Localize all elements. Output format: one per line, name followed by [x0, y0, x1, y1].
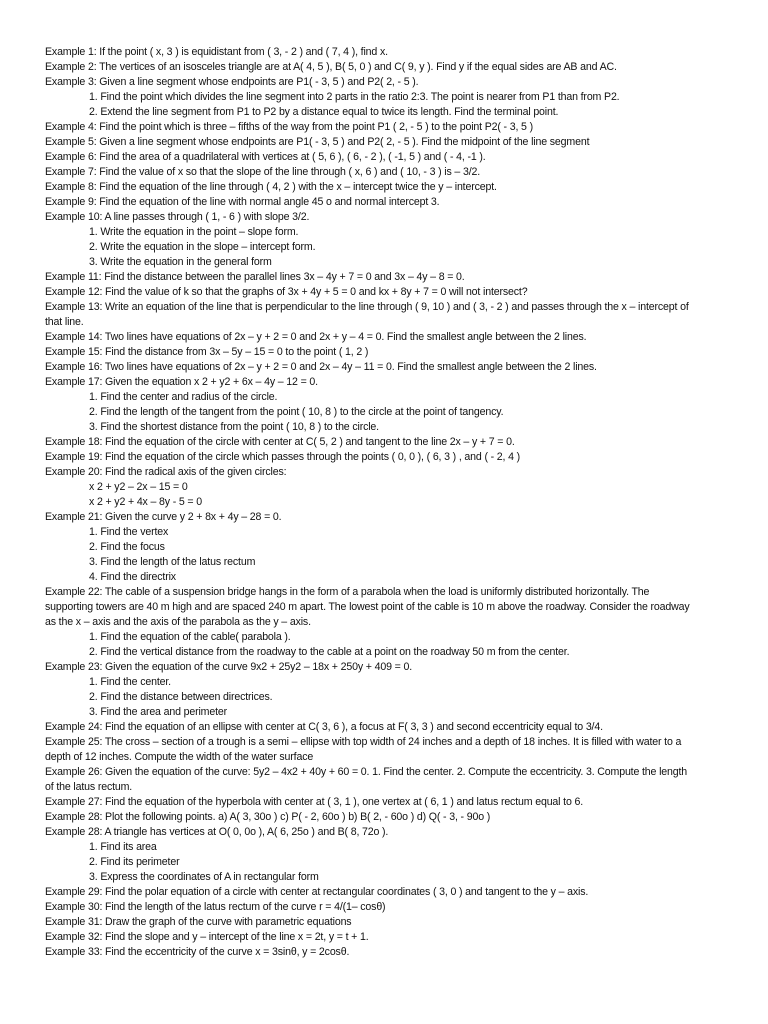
example-line: Example 2: The vertices of an isosceles triangle are at A( 4, 5 ), B( 5, 0 ) and C( 9, y ). Find y if the equal sides are AB and AC.: [45, 61, 617, 73]
example-line: Example 7: Find the value of x so that the slope of the line through ( x, 6 ) and ( 10, - 3 ) is – 3/2.: [45, 166, 481, 178]
example-line: Example 21: Given the curve y 2 + 8x + 4y – 28 = 0.: [45, 511, 282, 523]
sub-question: 3. Write the equation in the general form: [89, 256, 272, 268]
example-line: Example 18: Find the equation of the circle with center at C( 5, 2 ) and tangent to the line 2x – y + 7 = 0.: [45, 436, 515, 448]
sub-question: 3. Find the length of the latus rectum: [89, 556, 256, 568]
sub-question: 3. Express the coordinates of A in rectangular form: [89, 871, 319, 883]
example-paragraph: Example 25: The cross – section of a trough is a semi – ellipse with top width of 24 inches and a depth of 18 inches. It is filled with water to a depth of 12 inches. Compute the width of the water surface: [45, 736, 682, 763]
example-line: Example 6: Find the area of a quadrilateral with vertices at ( 5, 6 ), ( 6, - 2 ), ( -1, 5 ) and ( - 4, -1 ).: [45, 151, 486, 163]
example-line: Example 29: Find the polar equation of a circle with center at rectangular coordinates ( 3, 0 ) and tangent to the y – axis.: [45, 886, 589, 898]
sub-question: 2. Find the vertical distance from the roadway to the cable at a point on the roadway 50 m from the center.: [89, 646, 570, 658]
example-line: Example 27: Find the equation of the hyperbola with center at ( 3, 1 ), one vertex at ( 6, 1 ) and latus rectum equal to 6.: [45, 796, 584, 808]
example-line: Example 15: Find the distance from 3x – 5y – 15 = 0 to the point ( 1, 2 ): [45, 346, 369, 358]
sub-question: 2. Find its perimeter: [89, 856, 180, 868]
example-line: Example 30: Find the length of the latus rectum of the curve r = 4/(1– cosθ): [45, 901, 386, 913]
sub-question: 1. Find its area: [89, 841, 157, 853]
example-line: Example 20: Find the radical axis of the given circles:: [45, 466, 287, 478]
sub-question: 2. Extend the line segment from P1 to P2 by a distance equal to twice its length. Find the terminal point.: [89, 106, 559, 118]
sub-question: 2. Find the distance between directrices.: [89, 691, 273, 703]
example-line: Example 12: Find the value of k so that the graphs of 3x + 4y + 5 = 0 and kx + 8y + 7 = 0 will not intersect?: [45, 286, 528, 298]
example-line: Example 10: A line passes through ( 1, - 6 ) with slope 3/2.: [45, 211, 310, 223]
sub-question: 1. Write the equation in the point – slope form.: [89, 226, 299, 238]
sub-question: 4. Find the directrix: [89, 571, 176, 583]
example-line: Example 1: If the point ( x, 3 ) is equidistant from ( 3, - 2 ) and ( 7, 4 ), find x.: [45, 46, 388, 58]
sub-question: 1. Find the center and radius of the circle.: [89, 391, 278, 403]
example-line: Example 24: Find the equation of an ellipse with center at C( 3, 6 ), a focus at F( 3, 3 ) and second eccentricity equal to 3/4.: [45, 721, 603, 733]
example-paragraph: Example 13: Write an equation of the line that is perpendicular to the line through ( 9, 10 ) and ( 3, - 2 ) and passes through the x – intercept of that line.: [45, 301, 689, 328]
example-line: Example 8: Find the equation of the line through ( 4, 2 ) with the x – intercept twice the y – intercept.: [45, 181, 497, 193]
sub-question: 1. Find the equation of the cable( parabola ).: [89, 631, 291, 643]
sub-question: 3. Find the shortest distance from the point ( 10, 8 ) to the circle.: [89, 421, 379, 433]
example-line: Example 14: Two lines have equations of 2x – y + 2 = 0 and 2x + y – 4 = 0. Find the smallest angle between the 2 lines.: [45, 331, 587, 343]
sub-question: 2. Write the equation in the slope – intercept form.: [89, 241, 316, 253]
sub-question: 2. Find the length of the tangent from the point ( 10, 8 ) to the circle at the point of tangency.: [89, 406, 504, 418]
example-line: Example 19: Find the equation of the circle which passes through the points ( 0, 0 ), ( 6, 3 ) , and ( - 2, 4 ): [45, 451, 521, 463]
sub-question: 2. Find the focus: [89, 541, 165, 553]
example-line: Example 4: Find the point which is three – fifths of the way from the point P1 ( 2, - 5 ) to the point P2( - 3, 5 ): [45, 121, 533, 133]
example-line: Example 31: Draw the graph of the curve with parametric equations: [45, 916, 352, 928]
example-paragraph: Example 26: Given the equation of the curve: 5y2 – 4x2 + 40y + 60 = 0. 1. Find the center. 2. Compute the eccentricity. 3. Compute the length of the latus rectum.: [45, 766, 688, 793]
example-line: Example 16: Two lines have equations of 2x – y + 2 = 0 and 2x – 4y – 11 = 0. Find the smallest angle between the 2 lines.: [45, 361, 597, 373]
example-line: Example 3: Given a line segment whose endpoints are P1( - 3, 5 ) and P2( 2, - 5 ).: [45, 76, 419, 88]
equation-line: x 2 + y2 – 2x – 15 = 0: [89, 481, 188, 493]
example-line: Example 11: Find the distance between the parallel lines 3x – 4y + 7 = 0 and 3x – 4y – 8 = 0.: [45, 271, 465, 283]
sub-question: 3. Find the area and perimeter: [89, 706, 228, 718]
sub-question: 1. Find the point which divides the line segment into 2 parts in the ratio 2:3. The point is nearer from P1 than from P2.: [89, 91, 620, 103]
sub-question: 1. Find the vertex: [89, 526, 169, 538]
example-line: Example 23: Given the equation of the curve 9x2 + 25y2 – 18x + 250y + 409 = 0.: [45, 661, 412, 673]
example-line: Example 5: Given a line segment whose endpoints are P1( - 3, 5 ) and P2( 2, - 5 ). Find the midpoint of the line segment: [45, 136, 590, 148]
example-paragraph: Example 22: The cable of a suspension bridge hangs in the form of a parabola when the load is uniformly distributed horizontally. The supporting towers are 40 m high and are spaced 240 m apart. The lowest point of the cable is 10 m above the roadway. Consider the roadway as the x – axis and the axis of the parabola as the y – axis.: [45, 586, 690, 628]
sub-question: 1. Find the center.: [89, 676, 171, 688]
example-line: Example 17: Given the equation x 2 + y2 + 6x – 4y – 12 = 0.: [45, 376, 318, 388]
example-line: Example 28: A triangle has vertices at O( 0, 0o ), A( 6, 25o ) and B( 8, 72o ).: [45, 826, 389, 838]
example-line: Example 28: Plot the following points. a) A( 3, 30o ) c) P( - 2, 60o ) b) B( 2, - 60o ) d) Q( - 3, - 90o ): [45, 811, 491, 823]
worksheet-page: [45, 45, 695, 960]
example-line: Example 9: Find the equation of the line with normal angle 45 o and normal intercept 3.: [45, 196, 440, 208]
equation-line: x 2 + y2 + 4x – 8y - 5 = 0: [89, 496, 202, 508]
example-line: Example 33: Find the eccentricity of the curve x = 3sinθ, y = 2cosθ.: [45, 946, 350, 958]
example-line: Example 32: Find the slope and y – intercept of the line x = 2t, y = t + 1.: [45, 931, 369, 943]
